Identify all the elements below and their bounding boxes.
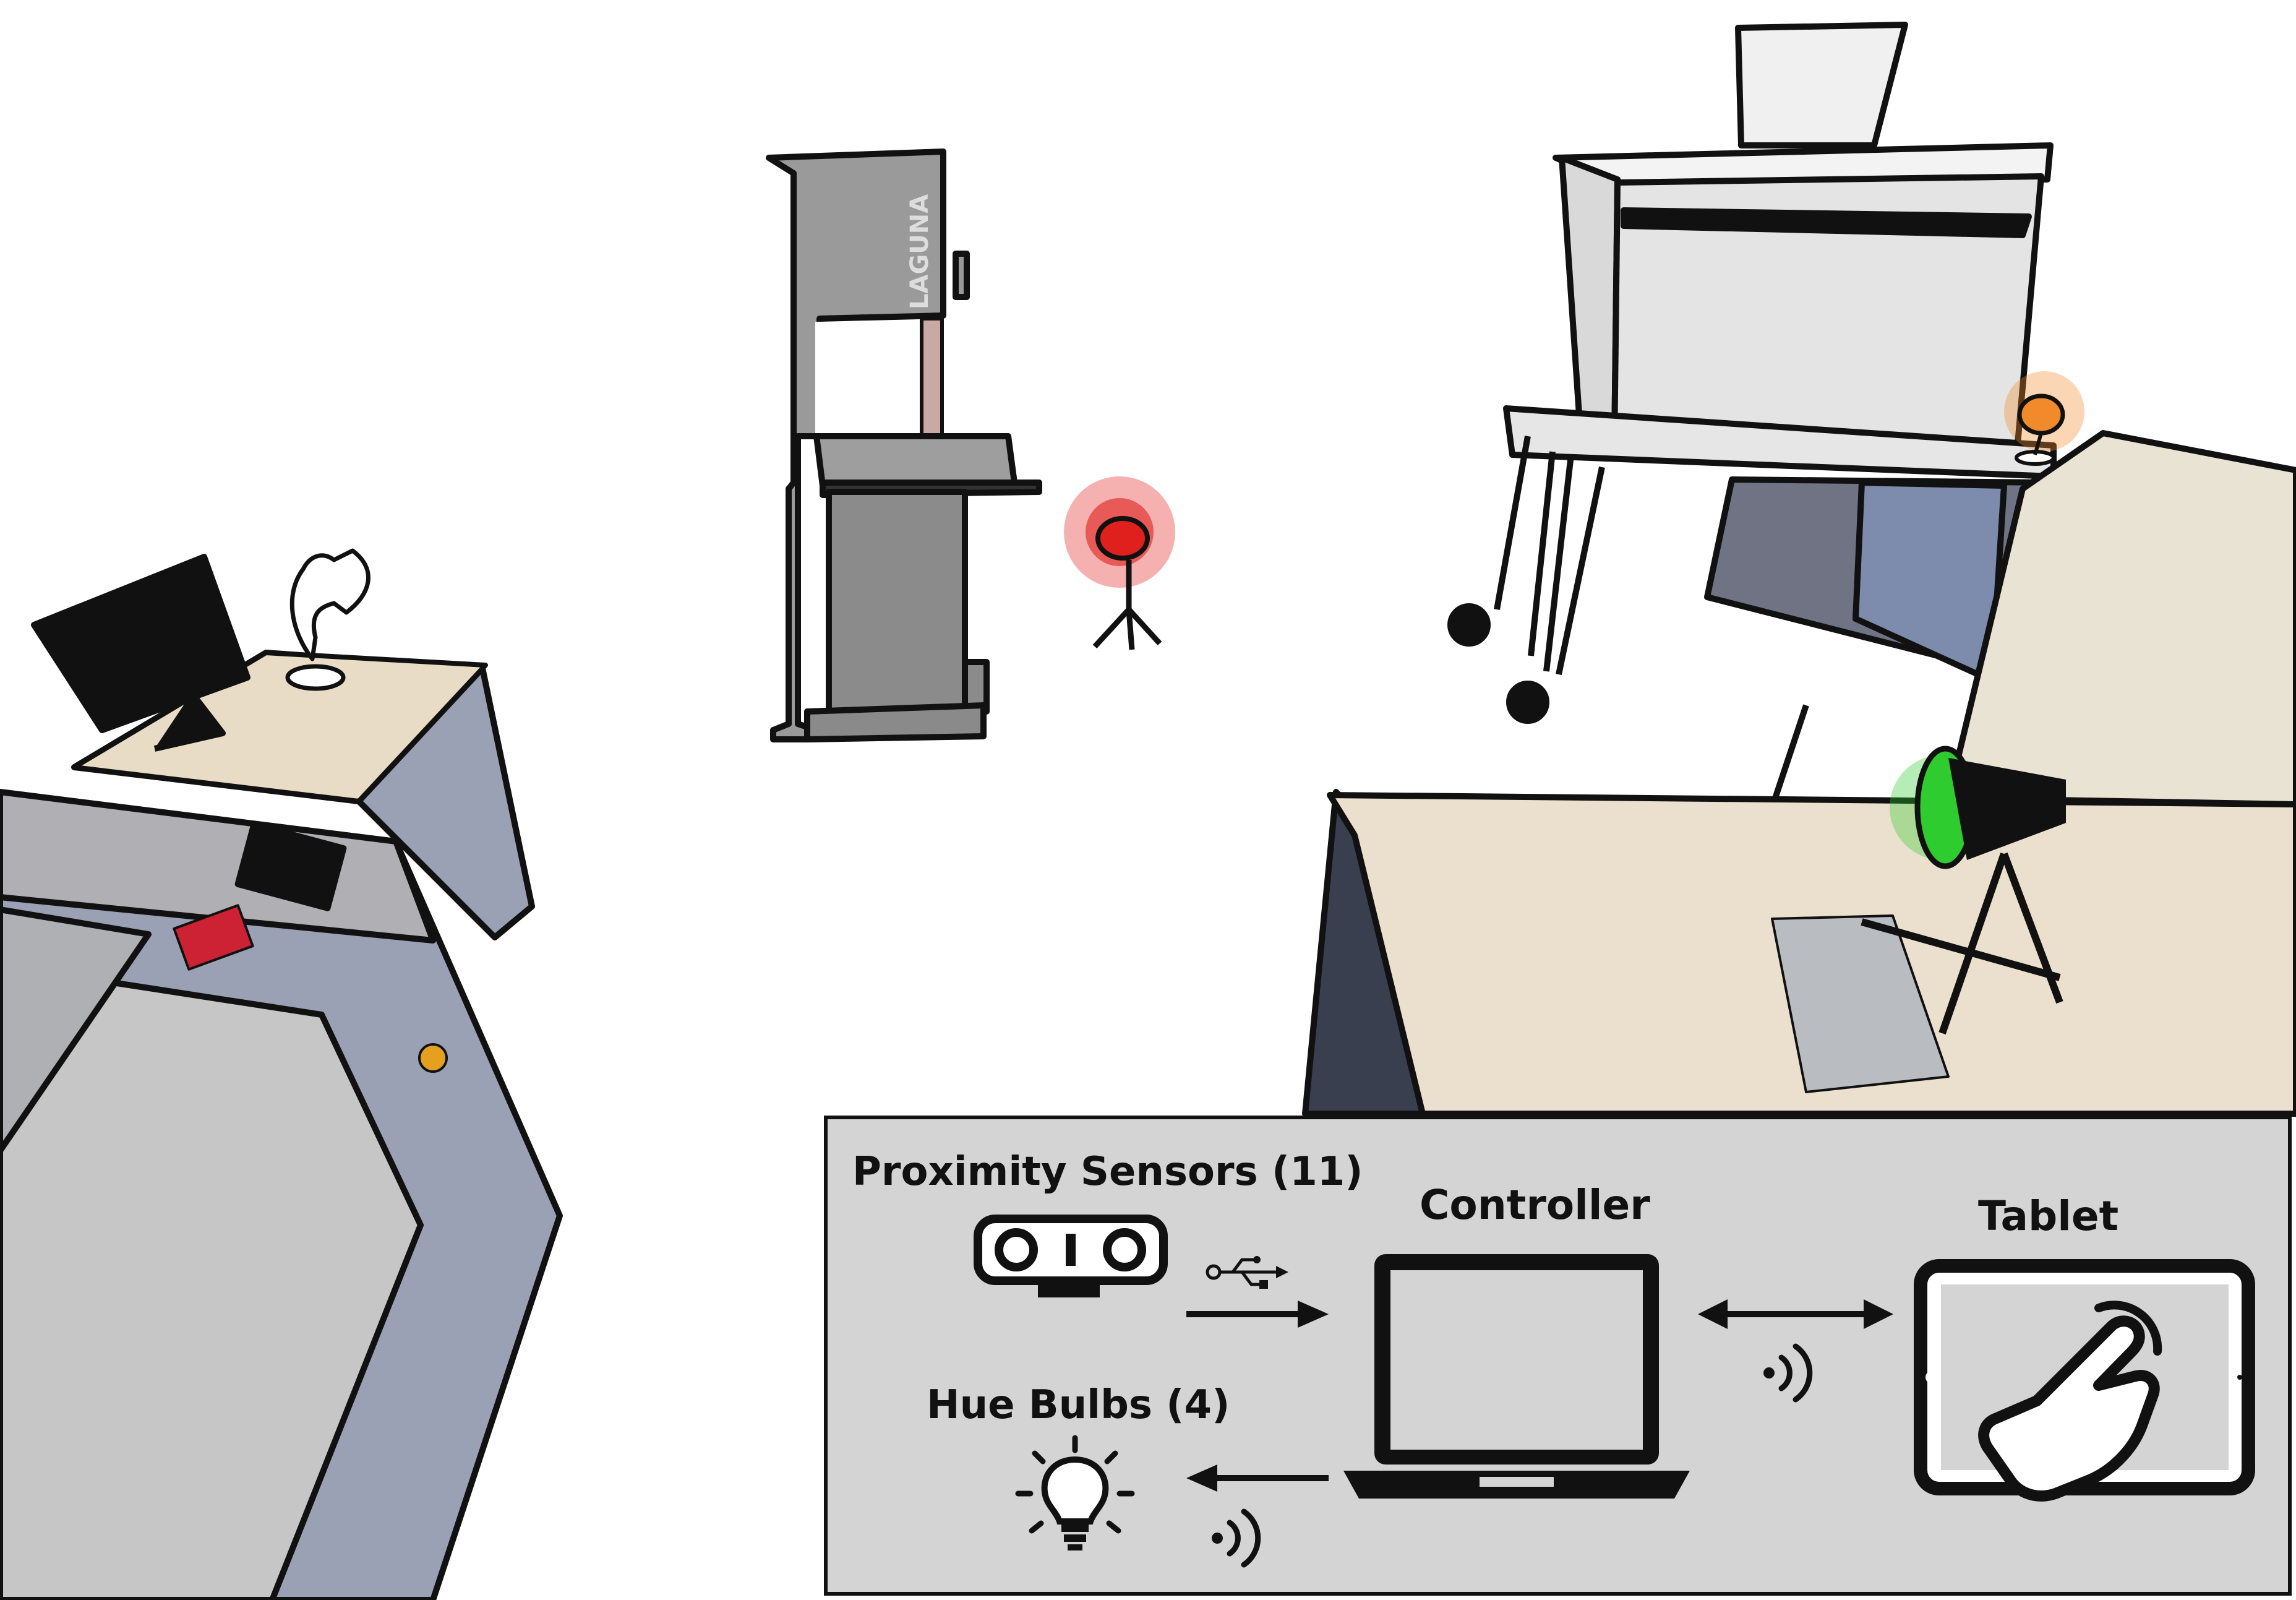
bandsaw bbox=[769, 152, 1039, 739]
arrow-to-bulbs bbox=[1183, 1460, 1332, 1497]
lightbulb-icon bbox=[1013, 1435, 1137, 1559]
controller-label: Controller bbox=[1420, 1181, 1650, 1229]
arrow-to-controller bbox=[1183, 1296, 1332, 1333]
bulbs-label: Hue Bulbs (4) bbox=[927, 1382, 1230, 1428]
hue-bulb-red bbox=[1064, 476, 1175, 650]
tablet-touch-icon bbox=[1913, 1258, 2260, 1543]
laptop-icon bbox=[1337, 1248, 1696, 1508]
depth-camera-icon bbox=[973, 1214, 1171, 1307]
wireless-icon bbox=[1762, 1339, 1817, 1407]
wireless-icon bbox=[1210, 1504, 1266, 1572]
sensors-label: Proximity Sensors (11) bbox=[852, 1149, 1363, 1195]
system-legend bbox=[824, 1116, 2292, 1596]
enclosed-machine-cart bbox=[1450, 25, 2054, 721]
usb-icon bbox=[1205, 1250, 1292, 1294]
bidirectional-arrow bbox=[1697, 1296, 1895, 1333]
tablet-label: Tablet bbox=[1978, 1192, 2119, 1240]
brand-logo: LAGUNA bbox=[906, 194, 934, 309]
